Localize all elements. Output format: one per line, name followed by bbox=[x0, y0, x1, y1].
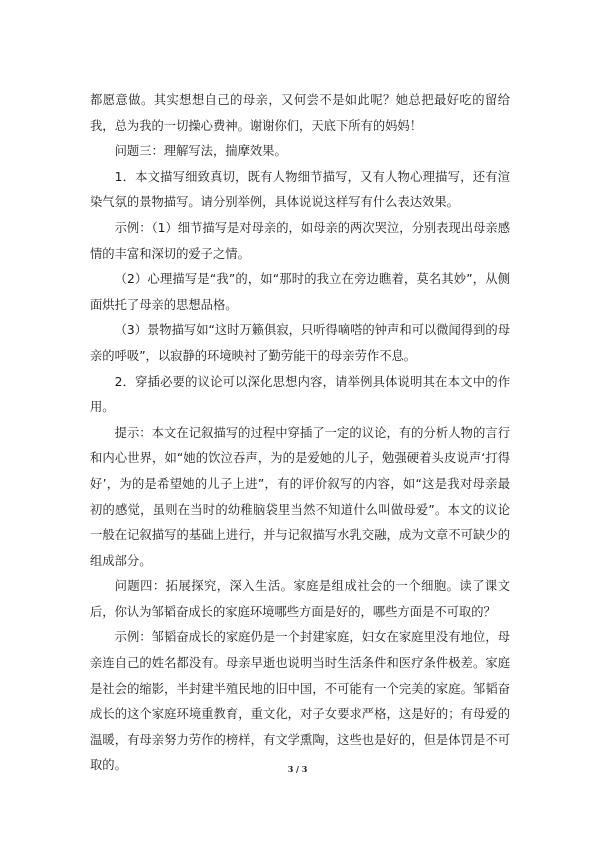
paragraph: 都愿意做。其实想想自己的母亲，又何尝不是如此呢？她总把最好吃的留给我，总为我的一切操心费神。谢谢你们，天底下所有的妈妈！ bbox=[90, 93, 510, 133]
paragraph: 1．本文描写细致真切，既有人物细节描写，又有人物心理描写，还有渲染气氛的景物描写。请分别举例，具体说说这样写有什么表达效果。 bbox=[90, 169, 510, 210]
paragraph: 问题四：拓展探究，深入生活。家庭是组成社会的一个细胞。读了课文后，你认为邹韬奋成长的家庭环境哪些方面是好的，哪些方面是不可取的？ bbox=[90, 579, 510, 619]
paragraph: 提示：本文在记叙描写的过程中穿插了一定的议论，有的分析人物的言行和内心世界，如“她的饮泣吞声，为的是爱她的儿子，勉强硬着头皮说声‘打得好’，为的是希望她的儿子上进”，有的评价叙写的内容，如“这是我对母亲最初的感觉，虽则在当时的幼稚脑袋里当然不知道什么叫做母爱”。本文的议论一般在记叙描写的基础上进行，并与记叙描写水乳交融，成为文章不可缺少的组成部分。 bbox=[90, 425, 510, 568]
paragraph: （2）心理描写是“我”的，如“那时的我立在旁边瞧着，莫名其妙”，从侧面烘托了母亲的思想品格。 bbox=[90, 272, 510, 312]
paragraph: 示例：（1）细节描写是对母亲的，如母亲的两次哭泣，分别表现出母亲感情的丰富和深切的爱子之情。 bbox=[90, 220, 510, 261]
document-body bbox=[90, 88, 510, 779]
paragraph: （3）景物描写如“这时万籁俱寂，只听得嘀嗒的钟声和可以微闻得到的母亲的呼吸”，以寂静的环境映衬了勤劳能干的母亲劳作不息。 bbox=[90, 323, 510, 363]
paragraph: 2．穿插必要的议论可以深化思想内容，请举例具体说明其在本文中的作用。 bbox=[90, 374, 510, 415]
page-number: 3 / 3 bbox=[287, 764, 308, 774]
paragraph: 问题三：理解写法，揣摩效果。 bbox=[114, 144, 287, 159]
paragraph: 示例：邹韬奋成长的家庭仍是一个封建家庭，妇女在家庭里没有地位，母亲连自己的姓名都没有。母亲早逝也说明当时生活条件和医疗条件极差。家庭是社会的缩影，半封建半殖民地的旧中国，不可能有一个完美的家庭。邹韬奋成长的这个家庭环境重教育，重文化，对子女要求严格，这是好的；有母爱的温暖，有母亲努力劳作的榜样，有文学熏陶，这些也是好的，但是体罚是不可取的。 bbox=[90, 630, 510, 773]
